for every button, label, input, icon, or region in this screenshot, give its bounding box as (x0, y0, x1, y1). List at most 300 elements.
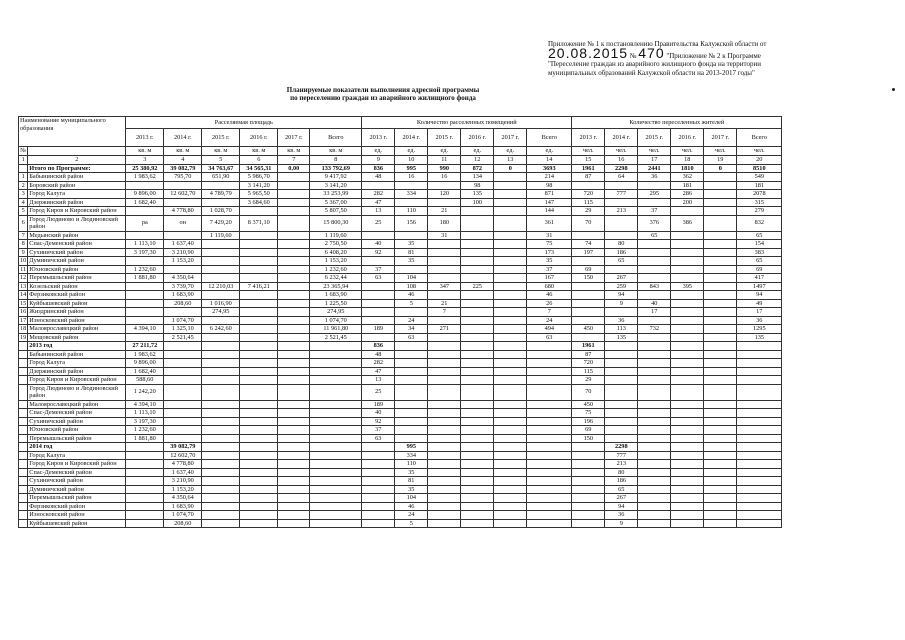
value-cell (494, 367, 527, 376)
value-cell (240, 485, 278, 494)
year-header: Всего (527, 129, 572, 147)
value-cell (428, 367, 461, 376)
value-cell: 63 (362, 274, 395, 283)
row-number-cell: 15 (20, 299, 27, 307)
value-cell: 4 789,79 (202, 190, 240, 199)
value-cell (671, 367, 704, 376)
value-cell: 36 (605, 511, 638, 520)
value-cell (395, 367, 428, 376)
value-cell (527, 359, 572, 368)
value-cell (310, 443, 362, 452)
value-cell (605, 409, 638, 418)
value-cell (704, 409, 737, 418)
value-cell (671, 231, 704, 240)
value-cell: 21 (428, 299, 461, 308)
table-row (19, 494, 782, 503)
value-cell (572, 181, 605, 190)
value-cell (240, 502, 278, 511)
value-cell (395, 308, 428, 317)
table-row (19, 198, 782, 207)
value-cell (572, 451, 605, 460)
value-cell (278, 451, 310, 460)
value-cell (202, 502, 240, 511)
value-cell (202, 468, 240, 477)
municipality-name-cell: Город Киров и Кировский район (28, 376, 126, 385)
value-cell: 4 394,10 (126, 325, 164, 334)
value-cell: 5 (395, 299, 428, 308)
value-cell (428, 248, 461, 257)
row-number-cell: 19 (20, 333, 27, 341)
table-row (19, 282, 782, 291)
value-cell: 259 (605, 282, 638, 291)
number-unit-cell: № (20, 147, 27, 155)
value-cell: 63 (395, 333, 428, 342)
value-cell (704, 384, 737, 400)
column-index-cell: 8 (310, 156, 362, 165)
table-row (19, 426, 782, 435)
value-cell (494, 173, 527, 182)
value-cell (202, 384, 240, 400)
municipality-name-cell: Город Людиново и Людиновский район (28, 384, 126, 400)
value-cell: 9 (605, 519, 638, 528)
value-cell (428, 333, 461, 342)
value-cell (671, 265, 704, 274)
value-cell (278, 342, 310, 351)
table-row (19, 384, 782, 400)
value-cell: 4 394,10 (126, 400, 164, 409)
value-cell (527, 494, 572, 503)
value-cell (704, 443, 737, 452)
table-row (19, 468, 782, 477)
value-cell (704, 181, 737, 190)
value-cell (461, 511, 494, 520)
municipality-name-cell: Дзержинский район (28, 198, 126, 207)
value-cell (494, 325, 527, 334)
value-cell (126, 468, 164, 477)
value-cell (671, 502, 704, 511)
value-cell (278, 274, 310, 283)
municipality-name-cell: Город Калуга (28, 190, 126, 199)
value-cell (278, 519, 310, 528)
value-cell: 150 (572, 274, 605, 283)
value-cell (126, 451, 164, 460)
value-cell (494, 477, 527, 486)
value-cell: 80 (605, 468, 638, 477)
municipality-name-cell: Куйбышевский район (28, 299, 126, 308)
value-cell: 4 350,64 (164, 494, 202, 503)
row-number-cell (19, 384, 28, 400)
value-cell: 25 380,92 (126, 164, 164, 173)
value-cell (310, 494, 362, 503)
value-cell: 1 153,20 (310, 257, 362, 266)
value-cell: 990 (428, 164, 461, 173)
value-cell: 3 739,70 (164, 282, 202, 291)
value-cell: 17 (638, 308, 671, 317)
value-cell (704, 468, 737, 477)
value-cell (572, 519, 605, 528)
value-cell (494, 291, 527, 300)
value-cell (527, 468, 572, 477)
value-cell (704, 376, 737, 385)
value-cell (461, 215, 494, 231)
row-number-cell (19, 350, 28, 359)
value-cell (240, 299, 278, 308)
value-cell: 25 (362, 384, 395, 400)
value-cell (704, 417, 737, 426)
value-cell (671, 519, 704, 528)
value-cell (126, 282, 164, 291)
value-cell (461, 434, 494, 443)
value-cell (126, 443, 164, 452)
value-cell (737, 350, 782, 359)
value-cell (638, 460, 671, 469)
value-cell (638, 181, 671, 190)
value-cell (737, 519, 782, 528)
table-row (19, 240, 782, 249)
value-cell (202, 460, 240, 469)
value-cell (461, 460, 494, 469)
value-cell (240, 308, 278, 317)
value-cell: 87 (572, 173, 605, 182)
value-cell: 200 (671, 198, 704, 207)
value-cell: 2078 (737, 190, 782, 199)
row-number-cell: 3 (19, 190, 28, 199)
value-cell (202, 181, 240, 190)
value-cell (671, 485, 704, 494)
column-index-cell: 1 (19, 156, 28, 165)
value-cell: 225 (461, 282, 494, 291)
value-cell: 21 (428, 207, 461, 216)
value-cell (310, 359, 362, 368)
value-cell: 2 521,45 (164, 333, 202, 342)
value-cell: 832 (737, 215, 782, 231)
value-cell (704, 485, 737, 494)
value-cell (126, 485, 164, 494)
value-cell (527, 443, 572, 452)
value-cell (494, 299, 527, 308)
value-cell (278, 308, 310, 317)
value-cell (362, 519, 395, 528)
header-line-1: Приложение № 1 к постановлению Правительства Калужской области от (548, 40, 767, 48)
value-cell (126, 477, 164, 486)
value-cell (428, 417, 461, 426)
value-cell (461, 240, 494, 249)
value-cell: 777 (605, 451, 638, 460)
municipality-name-cell: Ферзиковский район (28, 502, 126, 511)
value-cell (704, 207, 737, 216)
value-cell (278, 207, 310, 216)
value-cell (605, 181, 638, 190)
value-cell (428, 265, 461, 274)
value-cell (737, 460, 782, 469)
value-cell (164, 308, 202, 317)
header-line-3: "Переселение граждан из аварийного жилищного фонда на территории (548, 60, 761, 68)
value-cell (240, 426, 278, 435)
row-number-cell: 14 (20, 291, 27, 298)
value-cell (240, 468, 278, 477)
value-cell (572, 231, 605, 240)
value-cell (704, 434, 737, 443)
value-cell (202, 417, 240, 426)
value-cell (671, 468, 704, 477)
value-cell (362, 316, 395, 325)
row-number-cell (19, 376, 28, 385)
value-cell: 8 371,10 (240, 215, 278, 231)
value-cell: 1 016,90 (202, 299, 240, 308)
municipality-name-cell: Юхновский район (28, 426, 126, 435)
value-cell (671, 417, 704, 426)
value-cell (527, 350, 572, 359)
value-cell (428, 426, 461, 435)
value-cell (494, 426, 527, 435)
value-cell (494, 240, 527, 249)
value-cell: 181 (737, 181, 782, 190)
table-row (19, 274, 782, 283)
value-cell (494, 519, 527, 528)
value-cell: ра (126, 215, 164, 231)
value-cell: 49 (737, 299, 782, 308)
value-cell: 279 (737, 207, 782, 216)
value-cell (461, 494, 494, 503)
value-cell (164, 376, 202, 385)
row-number-cell: 8 (19, 240, 28, 249)
value-cell (395, 434, 428, 443)
value-cell: 29 (572, 207, 605, 216)
value-cell: 1 113,10 (126, 409, 164, 418)
value-cell (164, 198, 202, 207)
value-cell (202, 376, 240, 385)
value-cell (737, 511, 782, 520)
value-cell (362, 333, 395, 342)
table-row (19, 231, 782, 240)
value-cell (126, 181, 164, 190)
value-cell (704, 342, 737, 351)
header-line-4: муниципальных образований Калужской области на 2013-2017 годы" (548, 68, 755, 77)
municipality-name-cell: 2014 год (28, 443, 126, 452)
value-cell (362, 511, 395, 520)
municipality-name-cell: 2013 год (28, 342, 126, 351)
value-cell (126, 299, 164, 308)
value-cell: 417 (737, 274, 782, 283)
value-cell: 995 (395, 443, 428, 452)
table-row (19, 451, 782, 460)
value-cell (240, 376, 278, 385)
value-cell (638, 468, 671, 477)
value-cell (704, 274, 737, 283)
value-cell (395, 409, 428, 418)
value-cell (278, 359, 310, 368)
value-cell (202, 485, 240, 494)
value-cell: 7 416,21 (240, 282, 278, 291)
value-cell (126, 207, 164, 216)
unit-cell: чел. (605, 147, 638, 156)
value-cell (310, 477, 362, 486)
value-cell (278, 257, 310, 266)
value-cell (428, 400, 461, 409)
value-cell (638, 451, 671, 460)
value-cell: 4 350,64 (164, 274, 202, 283)
value-cell (278, 376, 310, 385)
value-cell (240, 443, 278, 452)
value-cell (638, 367, 671, 376)
value-cell (428, 443, 461, 452)
value-cell: 180 (428, 215, 461, 231)
value-cell (395, 342, 428, 351)
value-cell: 46 (395, 291, 428, 300)
value-cell: 334 (395, 190, 428, 199)
value-cell: 80 (605, 240, 638, 249)
value-cell: 7 429,20 (202, 215, 240, 231)
value-cell (202, 434, 240, 443)
value-cell (494, 502, 527, 511)
value-cell (572, 333, 605, 342)
municipality-name-cell: Спас-Деменский район (28, 468, 126, 477)
year-header: 2015 г. (202, 129, 240, 147)
municipality-name-cell: Город Калуга (28, 451, 126, 460)
value-cell (494, 376, 527, 385)
municipality-name-cell: Думиничский район (28, 485, 126, 494)
row-number-cell (19, 502, 28, 511)
value-cell (461, 316, 494, 325)
municipality-name-cell: Износковский район (28, 316, 126, 325)
value-cell (704, 308, 737, 317)
value-cell: 871 (527, 190, 572, 199)
value-cell (671, 460, 704, 469)
value-cell (278, 485, 310, 494)
value-cell: 40 (362, 240, 395, 249)
value-cell (704, 359, 737, 368)
value-cell (240, 359, 278, 368)
value-cell (494, 190, 527, 199)
column-index-cell: 4 (164, 156, 202, 165)
value-cell: 1810 (671, 164, 704, 173)
year-header: Всего (737, 129, 782, 147)
value-cell (240, 511, 278, 520)
value-cell: 24 (527, 316, 572, 325)
value-cell: 81 (395, 477, 428, 486)
value-cell: 135 (737, 333, 782, 342)
value-cell: 5 (395, 519, 428, 528)
value-cell (278, 468, 310, 477)
value-cell: 81 (395, 248, 428, 257)
value-cell (737, 502, 782, 511)
value-cell (240, 451, 278, 460)
municipality-name-cell: Ферзиковский район (28, 291, 126, 300)
value-cell: 1 682,40 (126, 198, 164, 207)
value-cell: 395 (671, 282, 704, 291)
value-cell (126, 494, 164, 503)
value-cell: 777 (605, 190, 638, 199)
value-cell: 2298 (605, 443, 638, 452)
row-number-cell (19, 426, 28, 435)
people-group-header: Количество переселенных жителей (572, 117, 782, 129)
value-cell (461, 350, 494, 359)
value-cell (202, 367, 240, 376)
value-cell (737, 342, 782, 351)
value-cell (278, 173, 310, 182)
value-cell: 1295 (737, 325, 782, 334)
row-number-cell: 7 (19, 231, 28, 240)
value-cell (428, 494, 461, 503)
value-cell: 1 242,20 (126, 384, 164, 400)
value-cell (278, 443, 310, 452)
value-cell: 65 (737, 231, 782, 240)
value-cell: 150 (572, 434, 605, 443)
column-index-cell: 3 (126, 156, 164, 165)
value-cell (461, 384, 494, 400)
value-cell (572, 485, 605, 494)
value-cell (362, 181, 395, 190)
value-cell (638, 291, 671, 300)
value-cell: 64 (605, 173, 638, 182)
value-cell (461, 333, 494, 342)
year-header: 2013 г. (362, 129, 395, 147)
value-cell: 3 197,30 (126, 248, 164, 257)
value-cell (494, 460, 527, 469)
value-cell: 214 (527, 173, 572, 182)
value-cell (671, 207, 704, 216)
value-cell (527, 485, 572, 494)
value-cell (494, 207, 527, 216)
value-cell (202, 426, 240, 435)
value-cell (671, 291, 704, 300)
value-cell: 1 153,20 (164, 485, 202, 494)
value-cell (494, 434, 527, 443)
value-cell: 134 (461, 173, 494, 182)
value-cell (395, 426, 428, 435)
value-cell: 6 408,20 (310, 248, 362, 257)
value-cell (494, 511, 527, 520)
value-cell (310, 384, 362, 400)
value-cell (605, 342, 638, 351)
value-cell (737, 485, 782, 494)
value-cell (310, 350, 362, 359)
value-cell (202, 519, 240, 528)
value-cell (527, 376, 572, 385)
value-cell (362, 308, 395, 317)
value-cell: 450 (572, 400, 605, 409)
unit-cell: чел. (704, 147, 737, 156)
unit-cell-blank (28, 147, 126, 156)
value-cell: 39 082,79 (164, 443, 202, 452)
value-cell (240, 367, 278, 376)
value-cell: 1 232,60 (126, 426, 164, 435)
row-number-cell (19, 451, 28, 460)
value-cell: 6 242,60 (202, 325, 240, 334)
value-cell (461, 299, 494, 308)
year-header: 2016 г. (671, 129, 704, 147)
value-cell (278, 502, 310, 511)
value-cell (527, 417, 572, 426)
municipality-name-cell: Боровский район (28, 181, 126, 190)
value-cell (428, 502, 461, 511)
value-cell (638, 240, 671, 249)
value-cell: 70 (572, 384, 605, 400)
value-cell: 24 (395, 511, 428, 520)
value-cell: 274,95 (202, 308, 240, 317)
row-number-cell: 5 (19, 207, 28, 216)
value-cell (704, 291, 737, 300)
value-cell (605, 231, 638, 240)
decree-date: 20.08.2015 (548, 44, 629, 61)
row-number-cell: 17 (20, 316, 27, 324)
value-cell (164, 426, 202, 435)
value-cell (126, 257, 164, 266)
value-cell: 295 (638, 190, 671, 199)
unit-cell: кв. м (164, 147, 202, 156)
value-cell: 361 (527, 215, 572, 231)
year-header: 2017 г. (704, 129, 737, 147)
